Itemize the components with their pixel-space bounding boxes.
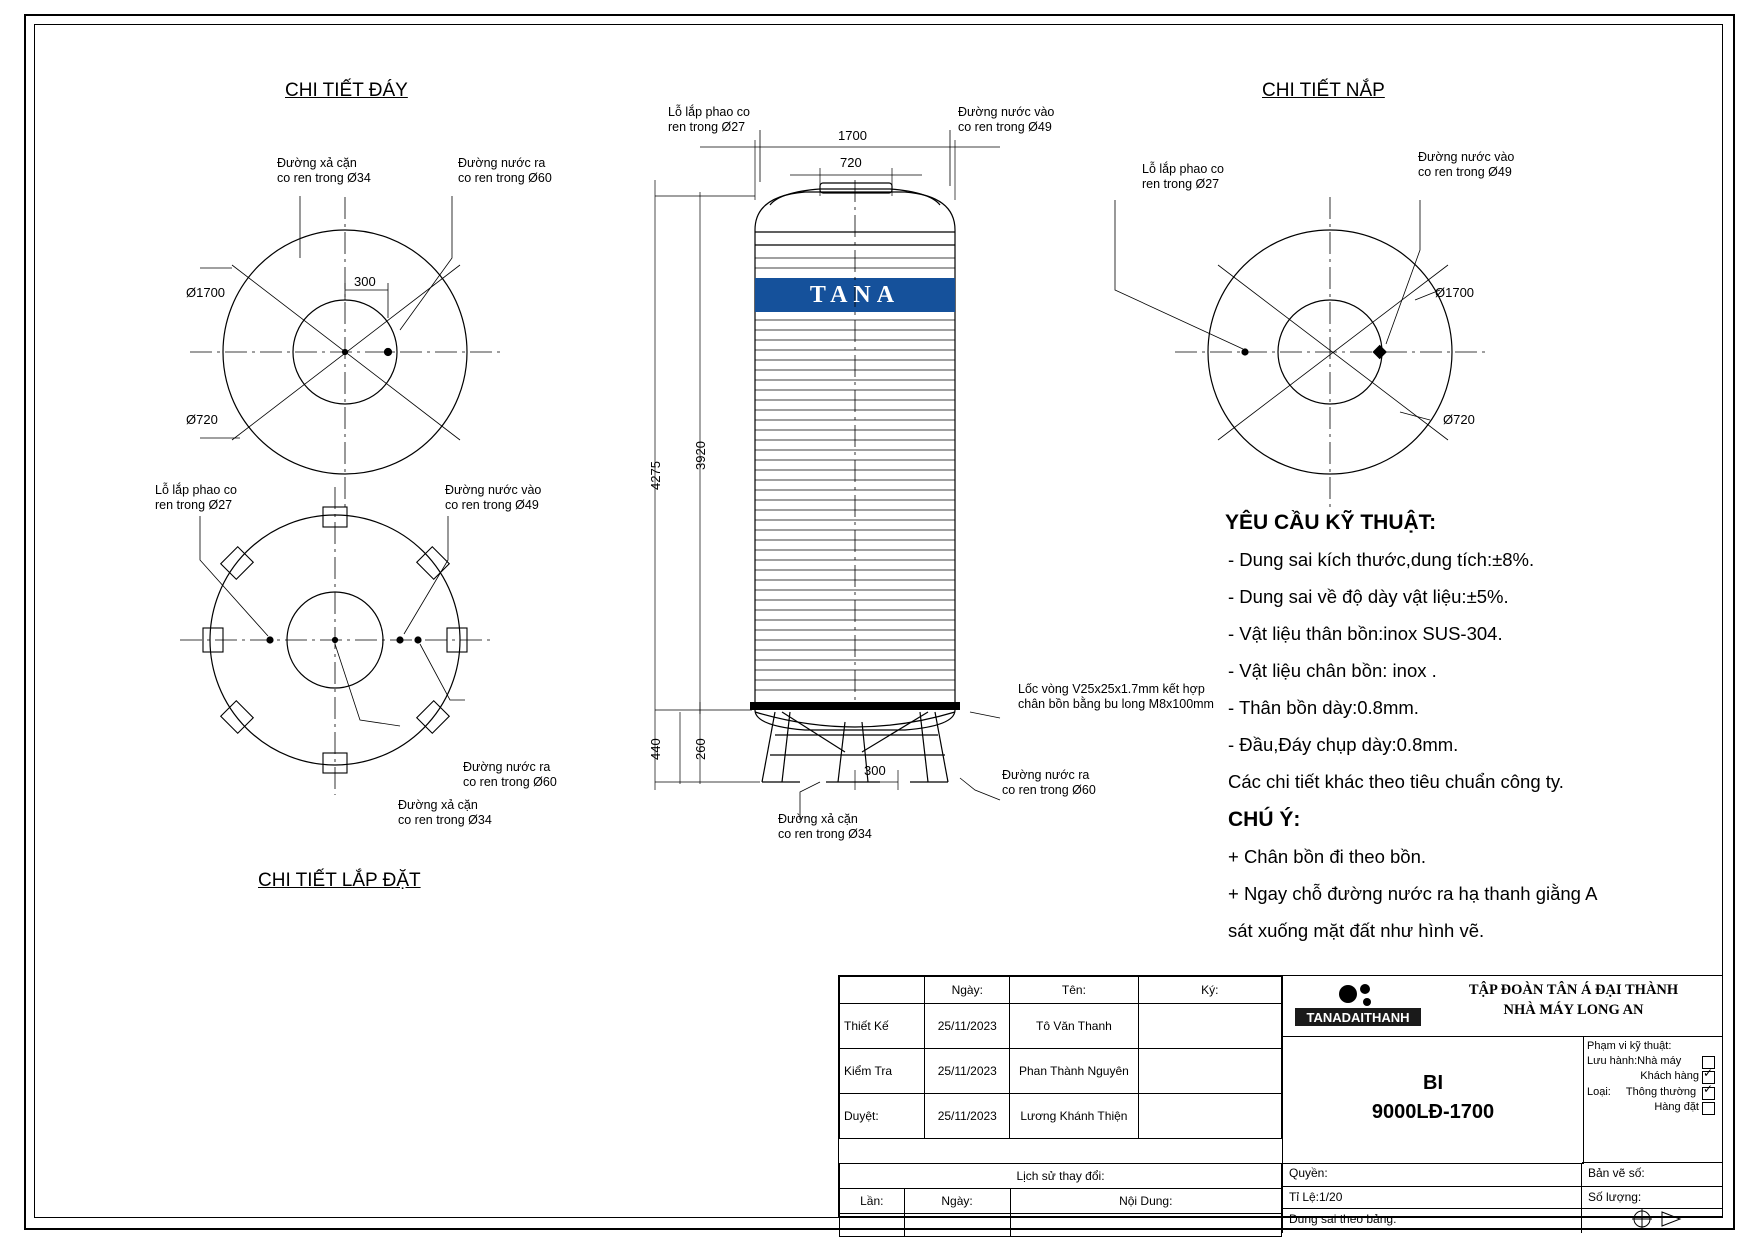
spec-heading: YÊU CẦU KỸ THUẬT: — [1225, 511, 1437, 534]
product-line2: 9000LĐ-1700 — [1371, 1101, 1495, 1123]
callout-outlet-install: Đường nước ra co ren trong Ø60 — [463, 760, 557, 789]
callout-float-install: Lỗ lắp phao co ren trong Ø27 — [155, 483, 238, 512]
callout-float-cap: Lỗ lắp phao co ren trong Ø27 — [1142, 162, 1225, 191]
company-name-line1: TẬP ĐOÀN TÂN Á ĐẠI THÀNH — [1468, 982, 1679, 998]
normal-label: Thông thường — [1625, 1086, 1697, 1098]
customer-row — [1587, 1070, 1717, 1082]
callout-outlet-bottom: Đường nước ra co ren trong Ø60 — [458, 156, 552, 185]
spec-line-0: - Dung sai kích thước,dung tích:±8%. — [1228, 549, 1535, 570]
title-bottom-detail: CHI TIẾT ĐÁY — [285, 80, 408, 101]
row-name-2: Lương Khánh Thiện — [1010, 1094, 1139, 1139]
dim-4275: 4275 — [648, 461, 663, 490]
dim-1700-tank: 1700 — [838, 128, 867, 143]
circulate-label: Lưu hành:Nhà máy — [1587, 1055, 1682, 1067]
scope-box — [1582, 1036, 1722, 1163]
svg-text:TANADAITHANH: TANADAITHANH — [1306, 1010, 1410, 1025]
spec-line-3: - Vật liệu chân bồn: inox . — [1228, 660, 1437, 681]
callout-drain-install: Đường xả cặn co ren trong Ø34 — [398, 798, 492, 827]
signature-table — [839, 976, 1282, 1163]
projection-symbol — [1582, 1209, 1722, 1233]
tolerance-cell: Dung sai theo bảng: — [1282, 1209, 1582, 1233]
callout-ring-leg: Lốc vòng V25x25x1.7mm kết hợp chân bồn bằng bu long M8x100mm — [1018, 682, 1214, 711]
special-row — [1587, 1101, 1717, 1113]
dim-d720-bottom: Ø720 — [186, 412, 218, 427]
callout-float-tank: Lỗ lắp phao co ren trong Ø27 — [668, 105, 751, 134]
dim-720-tank: 720 — [840, 155, 862, 170]
callout-drain-tank: Đường xả cặn co ren trong Ø34 — [778, 812, 872, 841]
spec-line-6: Các chi tiết khác theo tiêu chuẩn công ty. — [1228, 771, 1564, 792]
history-label: Lịch sử thay đổi: — [840, 1164, 1282, 1189]
spec-line-5: - Đầu,Đáy chụp dày:0.8mm. — [1228, 734, 1459, 755]
product-code-block — [1282, 1036, 1584, 1164]
special-checkbox[interactable] — [1702, 1102, 1715, 1115]
dim-3920: 3920 — [693, 441, 708, 470]
tank-brand-logo: TANA — [809, 282, 901, 308]
history-col-ngay: Ngày: — [904, 1189, 1010, 1214]
scale-cell: Tỉ Lệ:1/20 — [1282, 1187, 1582, 1209]
customer-label: Khách hàng — [1640, 1070, 1699, 1082]
company-logo — [1293, 980, 1423, 1032]
row-date-2: 25/11/2023 — [925, 1094, 1010, 1139]
col-name: Tên: — [1010, 977, 1139, 1004]
spec-line-4: - Thân bồn dày:0.8mm. — [1228, 697, 1419, 718]
spec-line-2: - Vật liệu thân bồn:inox SUS-304. — [1228, 623, 1503, 644]
row-name-0: Tô Văn Thanh — [1010, 1004, 1139, 1049]
title-cap-detail: CHI TIẾT NẮP — [1262, 80, 1385, 101]
note-heading: CHÚ Ý: — [1228, 808, 1301, 831]
dim-d1700-cap: Ø1700 — [1435, 285, 1475, 300]
type-row — [1587, 1086, 1717, 1098]
special-label: Hàng đặt — [1654, 1101, 1699, 1113]
dim-d720-cap: Ø720 — [1443, 412, 1475, 427]
note-line-1: + Ngay chỗ đường nước ra hạ thanh giằng A — [1228, 883, 1598, 904]
callout-inlet-cap: Đường nước vào co ren trong Ø49 — [1418, 150, 1515, 179]
spec-line-1: - Dung sai về độ dày vật liệu:±5%. — [1228, 586, 1509, 607]
circulate-row — [1587, 1055, 1717, 1067]
normal-checkbox[interactable] — [1702, 1087, 1715, 1100]
row-date-0: 25/11/2023 — [925, 1004, 1010, 1049]
dim-260: 260 — [693, 738, 708, 760]
dim-300-bottom: 300 — [354, 274, 376, 289]
note-line-2: sát xuống mặt đất như hình vẽ. — [1228, 920, 1485, 941]
row-sign-1 — [1138, 1049, 1281, 1094]
col-sign: Ký: — [1138, 977, 1281, 1004]
company-name-line2: NHÀ MÁY LONG AN — [1503, 1002, 1644, 1018]
title-block — [838, 975, 1723, 1226]
dim-300-tank: 300 — [864, 763, 886, 778]
row-sign-2 — [1138, 1094, 1281, 1139]
title-install-detail: CHI TIẾT LẮP ĐẶT — [258, 870, 421, 891]
row-role-2: Duyệt: — [840, 1094, 925, 1139]
row-role-0: Thiết Kế — [840, 1004, 925, 1049]
history-col-noidung: Nội Dung: — [1010, 1189, 1281, 1214]
history-col-lan: Lần: — [840, 1189, 905, 1214]
row-sign-0 — [1138, 1004, 1281, 1049]
scope-label: Phạm vi kỹ thuật: — [1587, 1040, 1672, 1052]
callout-outlet-tank: Đường nước ra co ren trong Ø60 — [1002, 768, 1096, 797]
note-line-0: + Chân bồn đi theo bồn. — [1228, 846, 1427, 867]
company-header — [1282, 976, 1723, 1037]
row-name-1: Phan Thành Nguyên — [1010, 1049, 1139, 1094]
row-date-1: 25/11/2023 — [925, 1049, 1010, 1094]
type-label: Loại: — [1587, 1086, 1611, 1098]
dim-440: 440 — [648, 738, 663, 760]
callout-inlet-tank: Đường nước vào co ren trong Ø49 — [958, 105, 1055, 134]
row-role-1: Kiểm Tra — [840, 1049, 925, 1094]
callout-drain-bottom: Đường xả cặn co ren trong Ø34 — [277, 156, 371, 185]
col-date: Ngày: — [925, 977, 1010, 1004]
callout-inlet-install: Đường nước vào co ren trong Ø49 — [445, 483, 542, 512]
drawing-no-cell: Bản vẽ số: — [1582, 1163, 1722, 1187]
qty-cell: Số lượng: — [1582, 1187, 1722, 1209]
dim-d1700-bottom: Ø1700 — [186, 285, 226, 300]
quyen-cell: Quyền: — [1282, 1163, 1582, 1187]
product-line1: BI — [1423, 1072, 1443, 1094]
